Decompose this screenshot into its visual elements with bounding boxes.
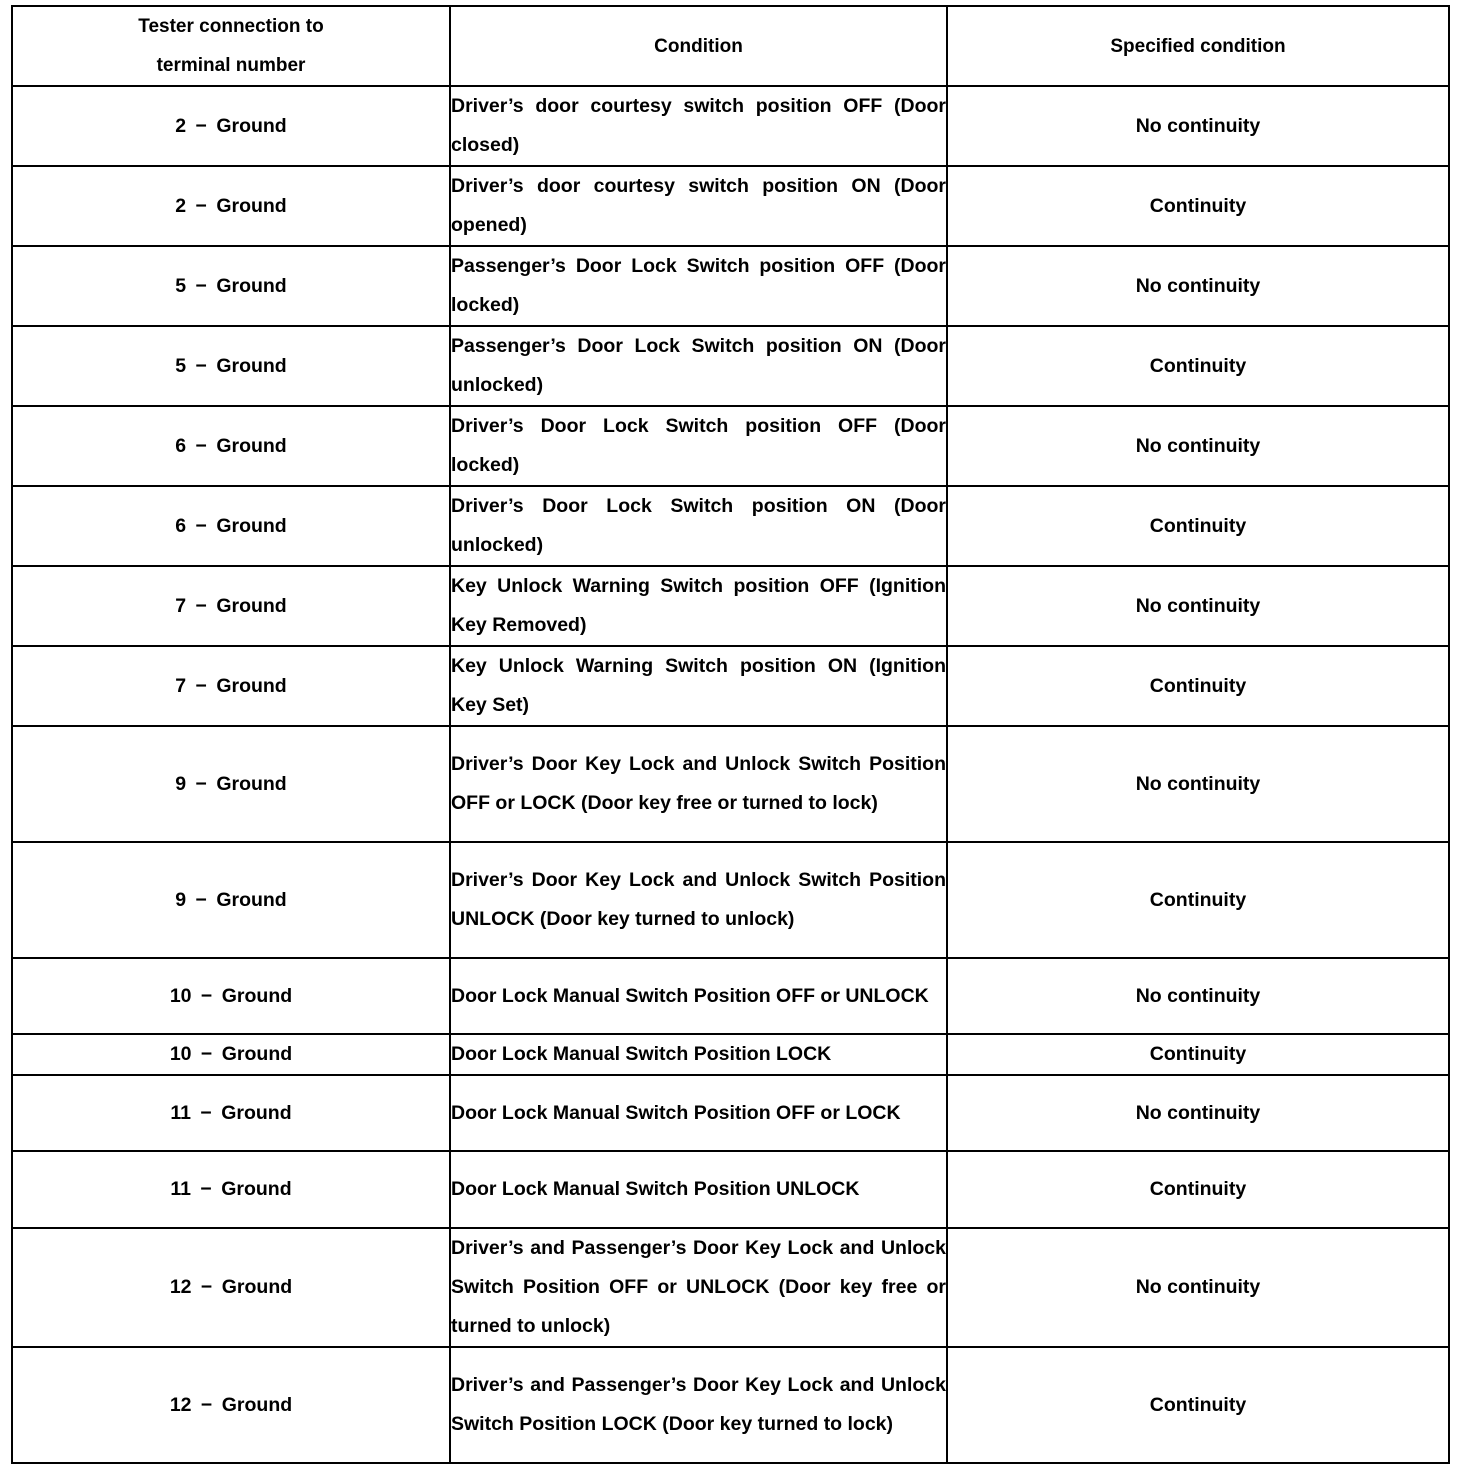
condition-cell: Door Lock Manual Switch Position LOCK [450, 1034, 947, 1075]
header-row [12, 6, 1449, 86]
table-row [12, 842, 1449, 958]
specified-condition-cell: Continuity [947, 486, 1449, 566]
table-row [12, 1151, 1449, 1228]
terminal-cell: 5 − Ground [12, 246, 450, 326]
condition-cell: Driver’s Door Key Lock and Unlock Switch Position OFF or LOCK (Door key free or turned to lock) [450, 726, 947, 842]
header-terminal-line1: Tester connection to [138, 16, 324, 37]
terminal-cell: 6 − Ground [12, 406, 450, 486]
header-terminal-line2: terminal number [156, 55, 306, 76]
terminal-cell: 9 − Ground [12, 726, 450, 842]
table-row [12, 86, 1449, 166]
continuity-spec-table [11, 5, 1450, 1464]
condition-cell: Driver’s Door Lock Switch position OFF (Door locked) [450, 406, 947, 486]
table-row [12, 1075, 1449, 1151]
specified-condition-cell: Continuity [947, 166, 1449, 246]
specified-condition-cell: Continuity [947, 1151, 1449, 1228]
table-row [12, 1228, 1449, 1347]
terminal-cell: 2 − Ground [12, 166, 450, 246]
terminal-cell: 10 − Ground [12, 1034, 450, 1075]
terminal-cell: 6 − Ground [12, 486, 450, 566]
table-row [12, 958, 1449, 1034]
terminal-cell: 12 − Ground [12, 1347, 450, 1463]
condition-cell: Door Lock Manual Switch Position OFF or UNLOCK [450, 958, 947, 1034]
table-row [12, 646, 1449, 726]
specified-condition-cell: Continuity [947, 326, 1449, 406]
specified-condition-cell: No continuity [947, 406, 1449, 486]
condition-cell: Driver’s Door Lock Switch position ON (Door unlocked) [450, 486, 947, 566]
condition-cell: Key Unlock Warning Switch position ON (Ignition Key Set) [450, 646, 947, 726]
table-row [12, 246, 1449, 326]
specified-condition-cell: Continuity [947, 646, 1449, 726]
terminal-cell: 9 − Ground [12, 842, 450, 958]
terminal-cell: 7 − Ground [12, 566, 450, 646]
specified-condition-cell: No continuity [947, 1075, 1449, 1151]
table-row [12, 1034, 1449, 1075]
condition-cell: Passenger’s Door Lock Switch position OFF (Door locked) [450, 246, 947, 326]
specified-condition-cell: Continuity [947, 842, 1449, 958]
terminal-cell: 10 − Ground [12, 958, 450, 1034]
condition-cell: Passenger’s Door Lock Switch position ON (Door unlocked) [450, 326, 947, 406]
table-row [12, 566, 1449, 646]
table-row [12, 726, 1449, 842]
specified-condition-cell: No continuity [947, 726, 1449, 842]
header-terminal [12, 6, 450, 86]
condition-cell: Door Lock Manual Switch Position OFF or LOCK [450, 1075, 947, 1151]
table-row [12, 406, 1449, 486]
terminal-cell: 2 − Ground [12, 86, 450, 166]
specified-condition-cell: Continuity [947, 1034, 1449, 1075]
specified-condition-cell: No continuity [947, 958, 1449, 1034]
condition-cell: Driver’s door courtesy switch position ON (Door opened) [450, 166, 947, 246]
terminal-cell: 11 − Ground [12, 1075, 450, 1151]
terminal-cell: 7 − Ground [12, 646, 450, 726]
terminal-cell: 11 − Ground [12, 1151, 450, 1228]
condition-cell: Door Lock Manual Switch Position UNLOCK [450, 1151, 947, 1228]
terminal-cell: 5 − Ground [12, 326, 450, 406]
table-row [12, 166, 1449, 246]
specified-condition-cell: No continuity [947, 1228, 1449, 1347]
specified-condition-cell: No continuity [947, 86, 1449, 166]
condition-cell: Driver’s and Passenger’s Door Key Lock and Unlock Switch Position OFF or UNLOCK (Door key free or turned to unlock) [450, 1228, 947, 1347]
specified-condition-cell: Continuity [947, 1347, 1449, 1463]
condition-cell: Driver’s Door Key Lock and Unlock Switch Position UNLOCK (Door key turned to unlock) [450, 842, 947, 958]
condition-cell: Driver’s and Passenger’s Door Key Lock and Unlock Switch Position LOCK (Door key turned to lock) [450, 1347, 947, 1463]
terminal-cell: 12 − Ground [12, 1228, 450, 1347]
table-row [12, 1347, 1449, 1463]
header-condition: Condition [450, 6, 947, 86]
table-row [12, 486, 1449, 566]
table-row [12, 326, 1449, 406]
condition-cell: Driver’s door courtesy switch position OFF (Door closed) [450, 86, 947, 166]
specified-condition-cell: No continuity [947, 566, 1449, 646]
condition-cell: Key Unlock Warning Switch position OFF (Ignition Key Removed) [450, 566, 947, 646]
header-specified-condition: Specified condition [947, 6, 1449, 86]
specified-condition-cell: No continuity [947, 246, 1449, 326]
